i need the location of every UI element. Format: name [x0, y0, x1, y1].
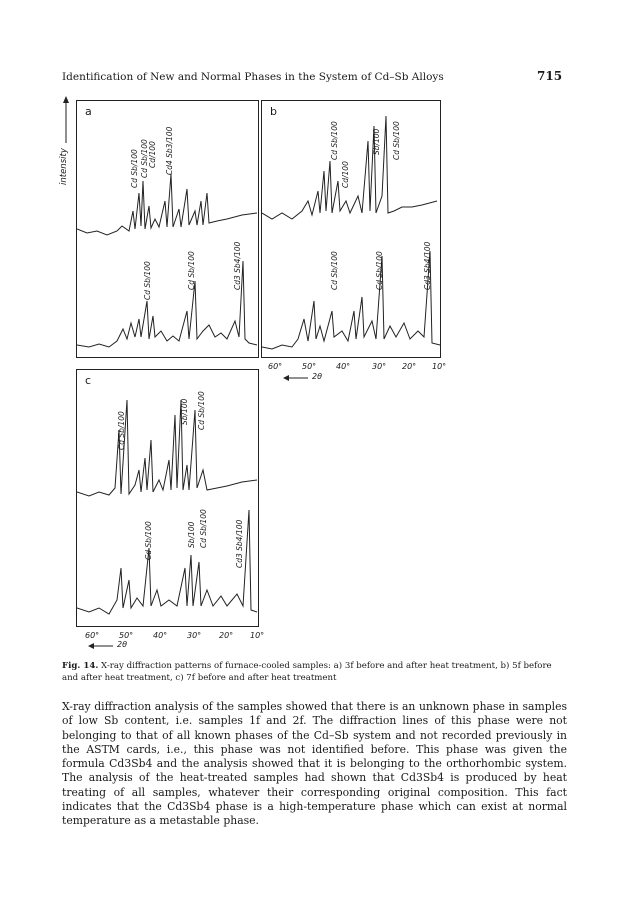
x-axis-title-b: 2θ	[312, 372, 322, 381]
y-axis-arrow-icon	[62, 95, 70, 145]
tick-c-50: 50°	[119, 631, 134, 640]
tick-c-30: 30°	[187, 631, 202, 640]
peak-label-b5: Cd Sb/100	[330, 251, 339, 290]
peak-label-c2: Sb/100	[180, 398, 189, 425]
tick-c-40: 40°	[153, 631, 168, 640]
body-paragraph: X-ray diffraction analysis of the samples showed that there is an unknown phase in samples of low Sb content, i.e. samples 1f and 2f. The diffraction lines of this phase were not belonging to that of all known phases of the Cd–Sb system and not recorded previously in the ASTM cards, i.e., this phase was not identified before. This phase was given the formula Cd3Sb4 and the analysis showed that it is belonging to the orthorhombic system. The analysis of the heat-treated samples had shown that Cd3Sb4 is produced by heat treating of all samples, whatever their corresponding original composition. This fact indicates that the Cd3Sb4 phase is a high-temperature phase which can exist at normal temperature as a metastable phase.	[62, 700, 567, 828]
tick-c-60: 60°	[85, 631, 100, 640]
x-axis-arrow-icon	[88, 642, 114, 650]
peak-label-c4: Cd Sb/100	[144, 521, 153, 560]
peak-label-b3: Sb/100	[372, 128, 381, 155]
pattern-c-before	[77, 400, 257, 496]
peak-label-b6: Cd Sb/100	[375, 251, 384, 290]
peak-label-c5: Sb/100	[187, 521, 196, 548]
diffraction-pattern-b	[262, 101, 442, 359]
tick-b-60: 60°	[268, 362, 283, 371]
peak-label-a4: Cd4 Sb3/100	[165, 126, 174, 175]
panel-b	[261, 100, 441, 358]
caption-label: Fig. 14.	[62, 661, 99, 671]
diffraction-pattern-c	[77, 370, 260, 628]
caption-text: X-ray diffraction patterns of furnace-cooled samples: a) 3f before and after heat treatment, b) 5f before and after heat treatment, c) 7f before and after heat treatment	[62, 661, 552, 683]
peak-label-c1: Cd Sb/100	[117, 411, 126, 450]
x-axis-title-c: 2θ	[117, 640, 127, 649]
panel-letter: a	[85, 105, 92, 118]
tick-b-20: 20°	[402, 362, 417, 371]
peak-label-a6: Cd Sb/100	[187, 251, 196, 290]
peak-label-c6: Cd Sb/100	[199, 509, 208, 548]
panel-letter: b	[270, 105, 277, 118]
peak-label-c3: Cd Sb/100	[197, 391, 206, 430]
pattern-b-after	[262, 251, 440, 349]
peak-label-b7: Cd3 Sb4/100	[423, 241, 432, 290]
peak-label-b2: Cd Sb/100	[330, 121, 339, 160]
peak-label-a3: Cd/100	[148, 141, 157, 168]
tick-b-10: 10°	[432, 362, 447, 371]
peak-label-a7: Cd3 Sb4/100	[233, 241, 242, 290]
peak-label-a1: Cd Sb/100	[130, 149, 139, 188]
figure-caption	[62, 660, 567, 684]
tick-b-30: 30°	[372, 362, 387, 371]
tick-b-40: 40°	[336, 362, 351, 371]
peak-label-b1: Cd/100	[341, 161, 350, 188]
peak-label-a2: Cd Sb/100	[140, 139, 149, 178]
x-axis-arrow-icon	[283, 374, 309, 382]
running-head: Identification of New and Normal Phases in the System of Cd–Sb Alloys	[62, 71, 444, 83]
tick-c-20: 20°	[219, 631, 234, 640]
panel-letter: c	[85, 374, 92, 387]
pattern-a-before	[77, 174, 257, 235]
pattern-a-after	[77, 261, 257, 347]
tick-b-50: 50°	[302, 362, 317, 371]
y-axis-label: intensity	[59, 148, 69, 185]
page-number: 715	[537, 69, 563, 83]
peak-label-b4: Cd Sb/100	[392, 121, 401, 160]
tick-c-10: 10°	[250, 631, 265, 640]
peak-label-c7: Cd3 Sb4/100	[235, 519, 244, 568]
panel-c	[76, 369, 259, 627]
pattern-c-after	[77, 510, 257, 614]
peak-label-a5: Cd Sb/100	[143, 261, 152, 300]
